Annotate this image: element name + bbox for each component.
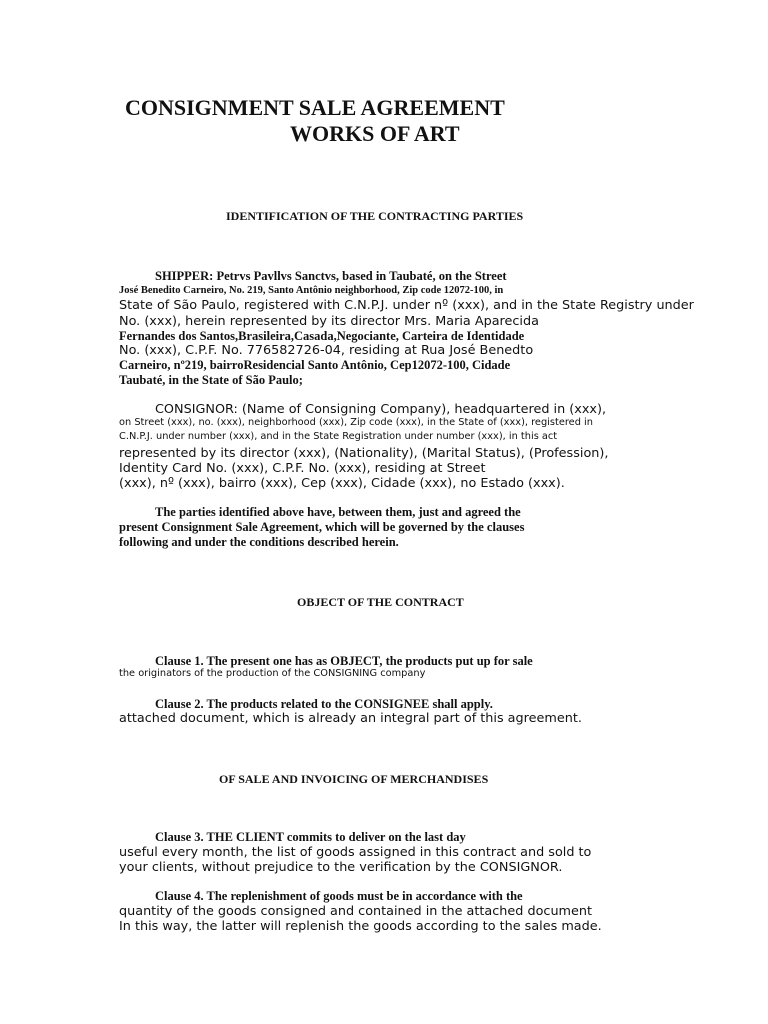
clause-2-line: attached document, which is already an integral part of this agreement. (119, 711, 582, 726)
consignor-line: on Street (xxx), no. (xxx), neighborhood (xxx), Zip code (xxx), in the State of (xxx), registered in (119, 417, 593, 428)
clause-3-line: your clients, without prejudice to the verification by the CONSIGNOR. (119, 860, 563, 875)
clause-1-line: the originators of the production of the CONSIGNING company (119, 668, 426, 679)
clause-3-line: useful every month, the list of goods assigned in this contract and sold to (119, 845, 592, 860)
consignor-line: CONSIGNOR: (Name of Consigning Company), headquartered in (xxx), (155, 402, 607, 417)
consignor-line: (xxx), nº (xxx), bairro (xxx), Cep (xxx), Cidade (xxx), no Estado (xxx). (119, 476, 565, 491)
document-title-line2: WORKS OF ART (290, 121, 460, 146)
section-heading-sale: OF SALE AND INVOICING OF MERCHANDISES (219, 772, 489, 786)
agreement-line: present Consignment Sale Agreement, which will be governed by the clauses (119, 520, 525, 534)
shipper-line: Carneiro, nº219, bairroResidencial Santo Antônio, Cep12072-100, Cidade (119, 358, 511, 372)
agreement-line: The parties identified above have, between them, just and agreed the (155, 505, 521, 519)
clause-3-line: Clause 3. THE CLIENT commits to deliver on the last day (155, 830, 466, 844)
shipper-line: José Benedito Carneiro, No. 219, Santo Antônio neighborhood, Zip code 12072-100, in (119, 285, 504, 296)
clause-2-line: Clause 2. The products related to the CONSIGNEE shall apply. (155, 697, 493, 711)
consignor-line: Identity Card No. (xxx), C.P.F. No. (xxx), residing at Street (119, 461, 486, 476)
shipper-line: No. (xxx), C.P.F. No. 776582726-04, residing at Rua José Benedto (119, 343, 534, 358)
clause-4-line: In this way, the latter will replenish the goods according to the sales made. (119, 919, 602, 934)
clause-4-line: Clause 4. The replenishment of goods must be in accordance with the (155, 889, 523, 903)
section-heading-parties: IDENTIFICATION OF THE CONTRACTING PARTIES (226, 209, 524, 223)
document-title-line1: CONSIGNMENT SALE AGREEMENT (125, 95, 505, 120)
consignor-line: C.N.P.J. under number (xxx), and in the State Registration under number (xxx), in this act (119, 431, 558, 442)
section-heading-object: OBJECT OF THE CONTRACT (297, 595, 464, 609)
clause-1-line: Clause 1. The present one has as OBJECT, the products put up for sale (155, 654, 533, 668)
shipper-line: Fernandes dos Santos,Brasileira,Casada,Negociante, Carteira de Identidade (119, 329, 525, 343)
shipper-line: SHIPPER: Petrvs Pavllvs Sanctvs, based in Taubaté, on the Street (155, 269, 507, 283)
shipper-line: Taubaté, in the State of São Paulo; (119, 373, 303, 387)
clause-4-line: quantity of the goods consigned and contained in the attached document (119, 904, 593, 919)
shipper-line: State of São Paulo, registered with C.N.P.J. under nº (xxx), and in the State Registry under (119, 298, 694, 313)
agreement-line: following and under the conditions described herein. (119, 535, 399, 549)
consignor-line: represented by its director (xxx), (Nationality), (Marital Status), (Profession), (119, 446, 609, 461)
shipper-line: No. (xxx), herein represented by its director Mrs. Maria Aparecida (119, 314, 539, 329)
